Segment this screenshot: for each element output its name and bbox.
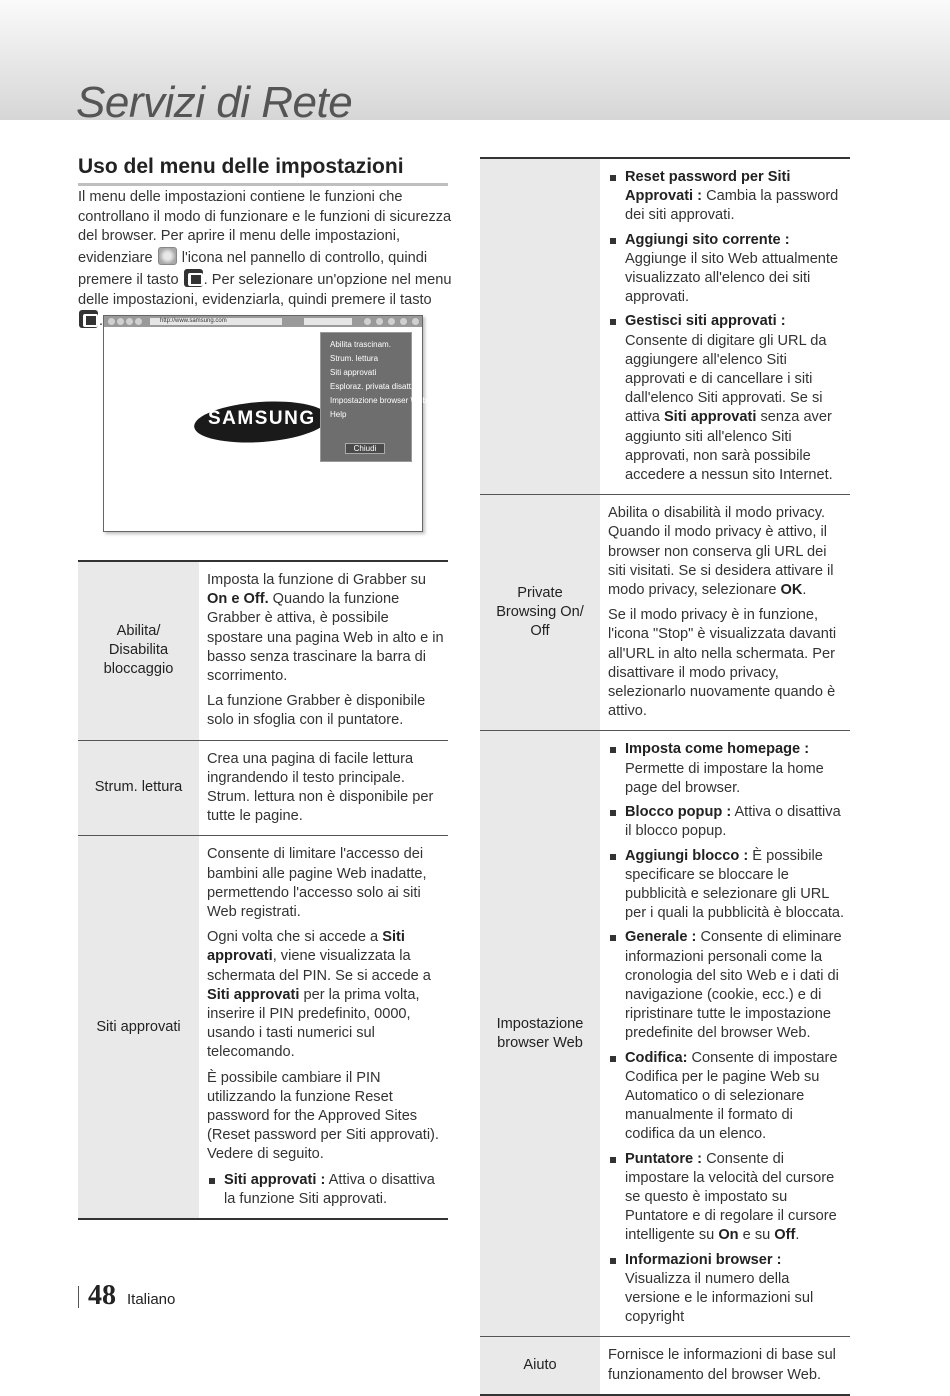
row-description: Fornisce le informazioni di base sul funzionamento del browser Web. <box>608 1347 836 1383</box>
intro-paragraph: Il menu delle impostazioni contiene le funzioni che controllano il modo di funzionare e le funzioni di sicurezza del browser. Per aprire il menu delle impostazioni, evidenziare l'icona nel pannello di controllo, quindi premere il tasto . Per selezionare un'opzione nel menu delle impostazioni, evidenziarla, quindi premere il tasto . <box>78 189 452 330</box>
toolbar-icon <box>388 318 395 325</box>
settings-icon <box>400 318 407 325</box>
row-label: Aiuto <box>480 1337 600 1395</box>
forward-icon <box>117 318 124 325</box>
list-item: Aggiungi blocco : È possibile specificare se bloccare le pubblicità e selezionare gli URL per i quali la pubblicità è bloccata. <box>608 847 846 924</box>
list-item: Gestisci siti approvati : Consente di digitare gli URL da aggiungere all'elenco Siti approvati e di cancellare i siti dall'elenco Siti approvati. Se si attiva Siti approvati senza aver aggiunto siti all'elenco Siti approvati, non sarà possibile accedere a nessun sito Internet. <box>608 312 846 485</box>
menu-item-help: Help <box>330 410 347 419</box>
row-description: Imposta la funzione di Grabber su On e Off. Quando la funzione Grabber è attiva, è possibile spostare una pagina Web in alto e in basso senza trascinare la barra di scorrimento. La funzione Grabber è disponibile solo in sfoglia con il puntatore. <box>207 572 444 729</box>
row-label: Abilita/ Disabilita bloccaggio <box>78 561 199 740</box>
row-label: Strum. lettura <box>78 740 199 836</box>
row-description <box>600 158 850 495</box>
list-item: Aggiungi sito corrente : Aggiunge il sito Web attualmente visualizzato all'elenco dei siti approvati. <box>608 231 846 308</box>
row-description: Consente di limitare l'accesso dei bambini alle pagine Web inadatte, permettendo l'accesso solo ai siti Web registrati. Ogni volta che si accede a Siti approvati, viene visualizzata la schermata del PIN. Se si accede a Siti approvati per la prima volta, inserire il PIN predefinito, 0000, usando i tasti numerici sul telecomando. È possibile cambiare il PIN utilizzando la funzione Reset password for the Approved Sites (Reset password per Siti approvati). Vedere di seguito. Siti approvati : Attiva o disattiva la funzione Siti approvati. <box>199 836 448 1219</box>
table-row <box>480 1337 850 1395</box>
section-divider <box>78 183 448 186</box>
list-item: Blocco popup : Attiva o disattiva il blocco popup. <box>608 803 846 841</box>
row-label <box>480 158 600 495</box>
row-description: Abilita o disabilità il modo privacy. Quando il modo privacy è attivo, il browser non conserva gli URL dei siti visitati. Se si desidera attivare il modo privacy, selezionare OK. Se il modo privacy è in funzione, l'icona "Stop" è visualizzata davanti all'URL in alto nella schermata. Per disattivare il modo privacy, selezionarlo nuovamente quando è attivo. <box>608 505 837 720</box>
list-item: Imposta come homepage : Permette di impostare la home page del browser. <box>608 740 846 798</box>
browser-screenshot <box>103 315 427 532</box>
list-item: Generale : Consente di eliminare informazioni personali come la cronologia del sito Web e i dati di navigazione (cookie, ecc.) e di ripristinare tutte le impostazione predefinite del browser Web. <box>608 928 846 1043</box>
menu-item-reader: Strum. lettura <box>330 354 379 363</box>
close-button: Chiudi <box>345 443 385 454</box>
table-row <box>78 561 448 740</box>
toolbar-icon <box>364 318 371 325</box>
back-icon <box>108 318 115 325</box>
settings-table-right <box>480 157 850 1396</box>
list-item: Siti approvati : Attiva o disattiva la funzione Siti approvati. <box>207 1171 444 1209</box>
browser-search-field <box>304 318 352 325</box>
footer-divider <box>78 1286 79 1308</box>
page-number: 48 <box>88 1280 116 1311</box>
samsung-logo-text: SAMSUNG <box>208 408 316 429</box>
browser-url-field: http://www.samsung.com <box>150 318 282 325</box>
toolbar-icon <box>376 318 383 325</box>
menu-item-browser-settings: Impostazione browser Web <box>330 396 427 405</box>
menu-item-private-browsing: Esploraz. privata disatt. <box>330 382 414 391</box>
row-label: Impostazione browser Web <box>480 731 600 1337</box>
settings-table-left <box>78 560 448 1220</box>
table-row <box>480 731 850 1337</box>
list-item: Informazioni browser : Visualizza il numero della versione e le informazioni sul copyright <box>608 1251 846 1328</box>
settings-icon <box>158 247 177 265</box>
menu-item-approved-sites: Siti approvati <box>330 368 377 377</box>
table-row <box>480 158 850 495</box>
table-row <box>78 836 448 1219</box>
row-label: Private Browsing On/ Off <box>480 495 600 731</box>
row-label: Siti approvati <box>78 836 199 1219</box>
list-item: Puntatore : Consente di impostare la velocità del cursore se questo è impostato su Puntatore e di regolare il cursore intelligente su On e su Off. <box>608 1150 846 1246</box>
row-description <box>600 731 850 1337</box>
settings-menu-popup <box>320 332 427 462</box>
section-title: Uso del menu delle impostazioni <box>78 155 404 178</box>
home-icon <box>135 318 142 325</box>
refresh-icon <box>126 318 133 325</box>
table-row <box>480 495 850 731</box>
close-icon <box>412 318 419 325</box>
enter-button-icon <box>79 310 98 328</box>
list-item: Reset password per Siti Approvati : Cambia la password dei siti approvati. <box>608 168 846 226</box>
table-row <box>78 740 448 836</box>
browser-toolbar <box>104 316 422 327</box>
page-language: Italiano <box>127 1291 176 1308</box>
enter-button-icon <box>184 269 203 287</box>
list-item: Codifica: Consente di impostare Codifica per le pagine Web su Automatico o di selezionare manualmente il formato di codifica da un elenco. <box>608 1049 846 1145</box>
chapter-title: Servizi di Rete <box>76 78 353 127</box>
row-description: Crea una pagina di facile lettura ingrandendo il testo principale. Strum. lettura non è disponibile per tutte le pagine. <box>207 750 434 825</box>
menu-item-grabber: Abilita trascinam. <box>330 340 391 349</box>
